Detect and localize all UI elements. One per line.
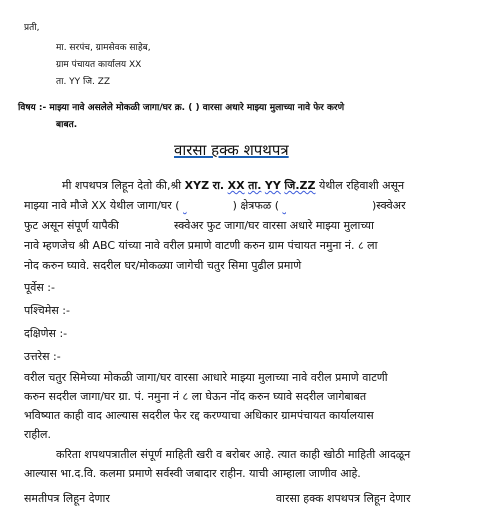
boundary-north: उत्तरेस :- <box>24 350 61 363</box>
boundary-south: दक्षिणेस :- <box>24 327 68 340</box>
village-name: XX <box>227 179 245 192</box>
para2-line-3: भविष्यात काही वाद आल्यास सदरील फेर रद्द करण्याचा अधिकार ग्रामपंचायत कार्यालयास <box>24 409 374 422</box>
para3-line-2: आल्यास भा.द.वि. कलमा प्रमाणे सर्वस्वी जबादार राहीन. याची आम्हाला जाणीव आहे. <box>24 467 361 480</box>
address-to: प्रती, <box>24 23 40 33</box>
body-line-1 <box>62 178 404 193</box>
para3-line-1: करिता शपथपत्रातील संपूर्ण माहिती खरी व बरोबर आहे. त्यात काही खोठी माहिती आदळून <box>56 448 411 461</box>
document-title: वारसा हक्क शपथपत्र <box>174 141 289 159</box>
person-name: XYZ <box>184 179 210 192</box>
body-line-1-end: येथील रहिवाशी असून <box>318 179 405 192</box>
body-line-2 <box>24 198 406 213</box>
subject-line-1: विषय :- माझ्या नावे असलेले मोकळी जागा/घर क्र. ( ) वारसा अधारे माझ्या मुलाच्या नावे फेर करणे <box>18 103 345 113</box>
footer-left-signatory: समतीपत्र लिहून देणार <box>24 492 110 505</box>
address-line-2: ग्राम पंचायत कार्यालय XX <box>56 60 142 70</box>
address-line-1: मा. सरपंच, ग्रामसेवक साहेब, <box>56 43 151 53</box>
para2-line-1: वरील चतुर सिमेच्या मोकळी जागा/घर वारसा आधारे माझ्या मुलाच्या नावे वरील प्रमाणे वाटणी <box>24 371 388 384</box>
body-line-4: नावे म्हणजेच श्री ABC यांच्या नावे वरील प्रमाणे वाटणी करुन ग्राम पंचायत नमुना नं. ८ ला <box>24 239 378 252</box>
body-line-3-a: फुट असून संपूर्ण यापैकी <box>24 219 119 232</box>
boundary-west: पश्चिमेस :- <box>24 304 70 317</box>
body-line-3-b: स्क्वेअर फुट जागा/घर वारसा अधारे माझ्या मुलाच्या <box>174 219 374 232</box>
body-line-2-b: ) क्षेत्रफळ ( <box>232 199 279 212</box>
para2-line-2: करुन सदरील जागा/घर ग्रा. पं. नमुना नं ८ ला घेऊन नोंद करुन घ्यावे सदरील जागेबाबत <box>24 390 367 403</box>
ra-label: रा. <box>212 179 225 192</box>
taluka-name: YY <box>264 179 281 192</box>
district-name: जि.ZZ <box>284 179 316 192</box>
footer-right-signatory: वारसा हक्क शपथपत्र लिहून देणार <box>276 492 411 505</box>
address-line-3: ता. YY जि. ZZ <box>56 77 111 87</box>
body-line-1-intro: मी शपथपत्र लिहून देतो की,श्री <box>62 179 182 192</box>
taluka-label: ता. <box>248 179 262 192</box>
body-line-2-c: )स्क्वेअर <box>372 199 406 212</box>
para2-line-4: राहील. <box>24 428 51 441</box>
body-line-5: नोद करुन घ्यावे. सदरील घर/मोकळ्या जागेची चतुर सिमा पुढील प्रमाणे <box>24 259 302 272</box>
boundary-east: पूर्वेस :- <box>24 281 55 294</box>
body-line-2-a: माझ्या नावे मौजे XX येथील जागा/घर ( <box>24 199 180 212</box>
subject-line-2: बाबत. <box>56 120 78 130</box>
